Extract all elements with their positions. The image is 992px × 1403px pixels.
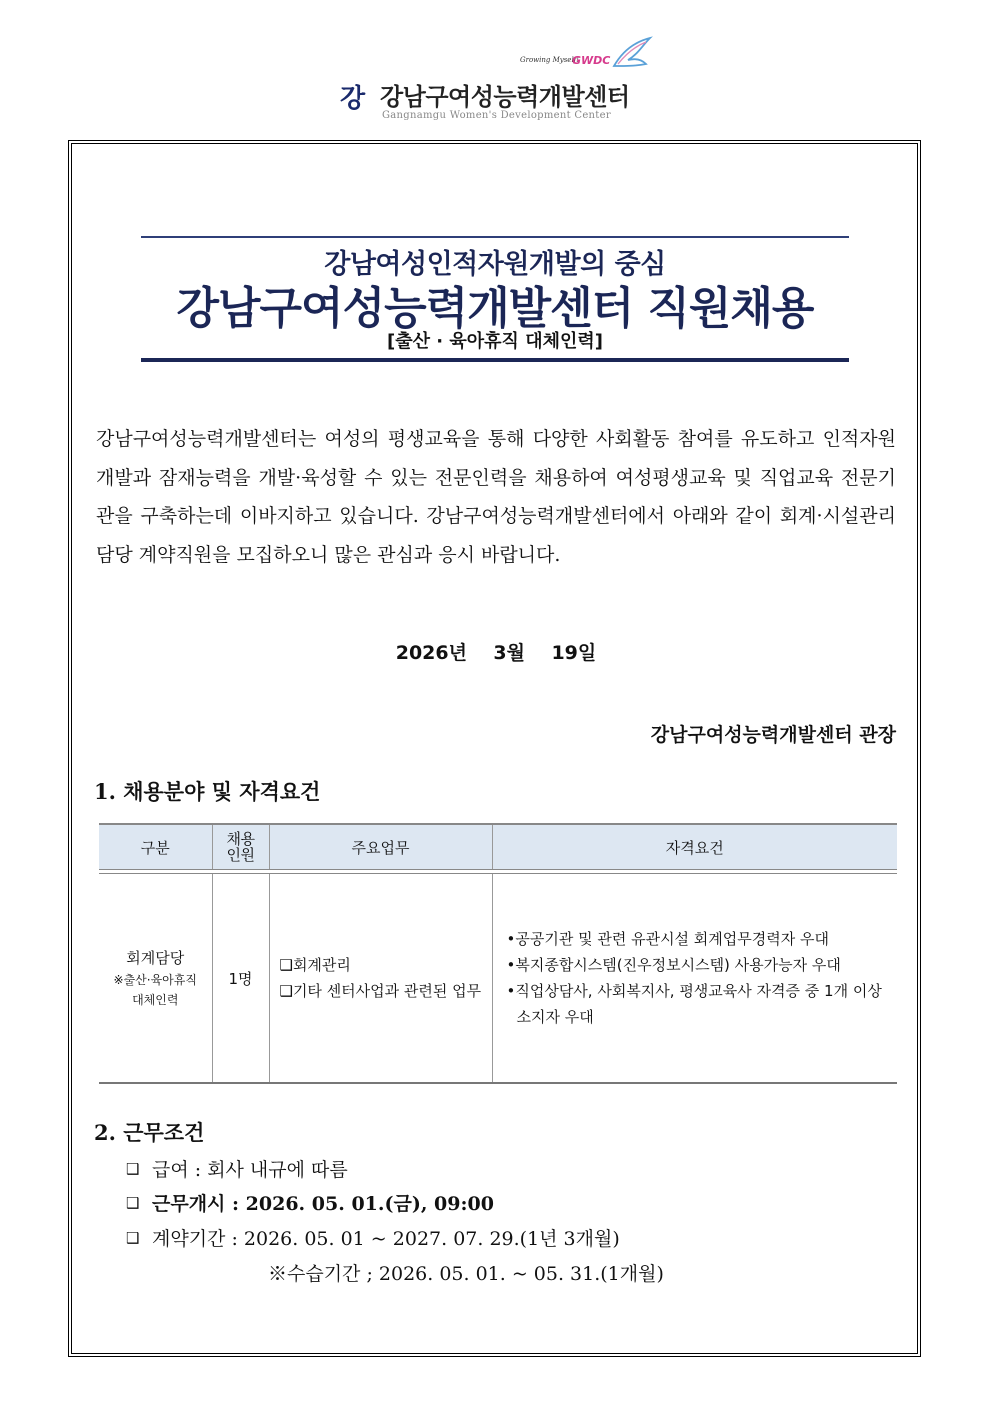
- title-rule-bottom: [141, 358, 849, 362]
- header-duties: 주요업무: [269, 824, 492, 870]
- section-heading-conditions: 2. 근무조건: [94, 1120, 205, 1145]
- qualification-item: •복지종합시스템(진우정보시스템) 사용가능자 우대: [506, 956, 841, 974]
- condition-start: [126, 1189, 494, 1216]
- duty-item: ❑기타 센터사업과 관련된 업무: [279, 982, 482, 1000]
- logo-org-name: 강남구여성능력개발센터: [380, 83, 630, 111]
- qualification-item: •공공기관 및 관련 유관시설 회계업무경력자 우대: [506, 930, 829, 948]
- intro-paragraph: 강남구여성능력개발센터는 여성의 평생교육을 통해 다양한 사회활동 참여를 유도하고 인적자원개발과 잠재능력을 개발·육성할 수 있는 전문인력을 채용하여 여성평생교육 및 직업교육 전문기관을 구축하는데 이바지하고 있습니다. 강남구여성능력개발센터에서 아래와 같이 회계·시설관리 담당 계약직원을 모집하오니 많은 관심과 응시 바랍니다.: [96, 428, 896, 566]
- cell-count: 1명: [212, 874, 269, 1084]
- category-label: 회계담당: [126, 949, 185, 967]
- category-note-line1: ※출산·육아휴직: [113, 973, 197, 987]
- qualification-item: •직업상담사, 사회복지사, 평생교육사 자격증 중 1개 이상 소지자 우대: [506, 982, 882, 1026]
- condition-contract: [126, 1224, 620, 1251]
- section-heading-recruitment: 1. 채용분야 및 자격요건: [94, 779, 321, 804]
- logo-mark: 강: [340, 84, 364, 114]
- notice-date: 2026년 3월 19일: [395, 642, 597, 664]
- header-qualifications: 자격요건: [492, 824, 897, 870]
- condition-text: 급여 : 회사 내규에 따름: [152, 1159, 348, 1181]
- header-count: [212, 824, 269, 870]
- header-count-line2: 인원: [226, 846, 255, 864]
- training-period-note: ※수습기간 ; 2026. 05. 01. ~ 05. 31.(1개월): [268, 1263, 664, 1285]
- header-category: 구분: [99, 824, 212, 870]
- checkbox-bullet-icon: ❑: [126, 1229, 140, 1247]
- checkbox-bullet-icon: ❑: [126, 1194, 140, 1212]
- duty-item: ❑회계관리: [279, 956, 351, 974]
- title-note: [출산 · 육아휴직 대체인력]: [387, 331, 603, 352]
- header-count-line1: 채용: [226, 830, 255, 848]
- cell-duties: [269, 874, 492, 1084]
- page-subtitle: 강남여성인적자원개발의 중심: [324, 249, 666, 280]
- butterfly-icon: [608, 34, 654, 70]
- logo-brand: GWDC: [572, 54, 611, 67]
- title-rule-top: [141, 236, 849, 238]
- signer: 강남구여성능력개발센터 관장: [650, 724, 896, 746]
- checkbox-bullet-icon: ❑: [126, 1160, 140, 1178]
- category-note-line2: 대체인력: [132, 993, 179, 1007]
- table-header-row: [99, 824, 897, 870]
- logo-slogan: Growing Myself!: [520, 56, 580, 64]
- condition-text: 근무개시 : 2026. 05. 01.(금), 09:00: [152, 1193, 494, 1215]
- org-logo: [336, 30, 666, 130]
- page-title: 강남구여성능력개발센터 직원채용: [176, 283, 814, 334]
- recruitment-table: [99, 823, 897, 1084]
- logo-org-name-en: Gangnamgu Women's Development Center: [382, 110, 611, 121]
- table-row: [99, 874, 897, 1084]
- cell-qualifications: [492, 874, 897, 1084]
- condition-salary: [126, 1155, 348, 1182]
- cell-category: [99, 874, 212, 1084]
- condition-text: 계약기간 : 2026. 05. 01 ~ 2027. 07. 29.(1년 3개월): [152, 1228, 620, 1250]
